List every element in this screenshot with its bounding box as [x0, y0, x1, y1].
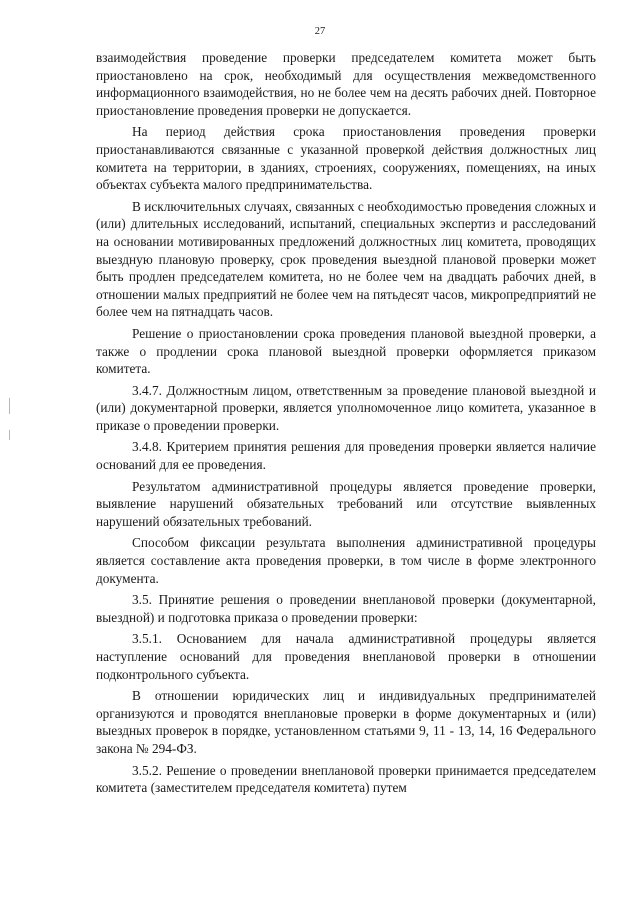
paragraph: На период действия срока приостановления проведения проверки приостанавливаются связанные с указанной проверкой действия должностных лиц комитета на территории, в зданиях, строениях, сооружениях, помещениях, на иных объектах субъекта малого предпринимательства. — [96, 124, 596, 193]
paragraph: 3.5.2. Решение о проведении внеплановой проверки принимается председателем комитета (заместителем председателя комитета) путем — [96, 762, 596, 796]
paragraph: 3.5. Принятие решения о проведении внеплановой проверки (документарной, выездной) и подготовка приказа о проведении проверки: — [96, 592, 596, 625]
paragraph: В отношении юридических лиц и индивидуальных предпринимателей организуются и проводятся внеплановые проверки в форме документарных и (или) выездных проверок в порядке, установленном статьями 9, 11 - 13, 14, 16 Федерального закона № 294-ФЗ. — [96, 688, 596, 756]
paragraph: Результатом административной процедуры является проведение проверки, выявление нарушений обязательных требований или отсутствие выявленных нарушений обязательных требований. — [96, 478, 596, 529]
page-number: 27 — [314, 26, 326, 37]
paragraph: Решение о приостановлении срока проведения плановой выездной проверки, а также о продлении срока плановой выездной проверки оформляется приказом комитета. — [96, 325, 596, 377]
paragraph: взаимодействия проведение проверки председателем комитета может быть приостановлено на срок, необходимый для осуществления межведомственного информационного взаимодействия, но не более чем на десять рабочих дней. Повторное приостановление проведения проверки не допускается. — [96, 50, 596, 118]
scan-margin-mark — [9, 430, 10, 440]
scan-margin-mark — [9, 398, 10, 414]
document-body — [96, 49, 596, 797]
paragraph: 3.4.8. Критерием принятия решения для проведения проверки является наличие оснований для ее проведения. — [96, 439, 596, 473]
paragraph: 3.4.7. Должностным лицом, ответственным за проведение плановой выездной и (или) документарной проверки, является уполномоченное лицо комитета, указанное в приказе о проведении проверки. — [96, 382, 596, 433]
paragraph: Способом фиксации результата выполнения административной процедуры является составление акта проведения проверки, в том числе в форме электронного документа. — [96, 535, 596, 586]
paragraph: 3.5.1. Основанием для начала административной процедуры является наступление оснований для проведения внеплановой проверки в отношении подконтрольного субъекта. — [96, 631, 596, 682]
paragraph: В исключительных случаях, связанных с необходимостью проведения сложных и (или) длительных исследований, испытаний, специальных экспертиз и расследований на основании мотивированных предложений должностных лиц комитета, проводящих выездную плановую проверку, срок проведения выездной плановой проверки может быть продлен председателем комитета, но не более чем на двадцать рабочих дней, в отношении малых предприятий не более чем на пятьдесят часов, микропредприятий не более чем на пятнадцать часов. — [96, 198, 596, 320]
